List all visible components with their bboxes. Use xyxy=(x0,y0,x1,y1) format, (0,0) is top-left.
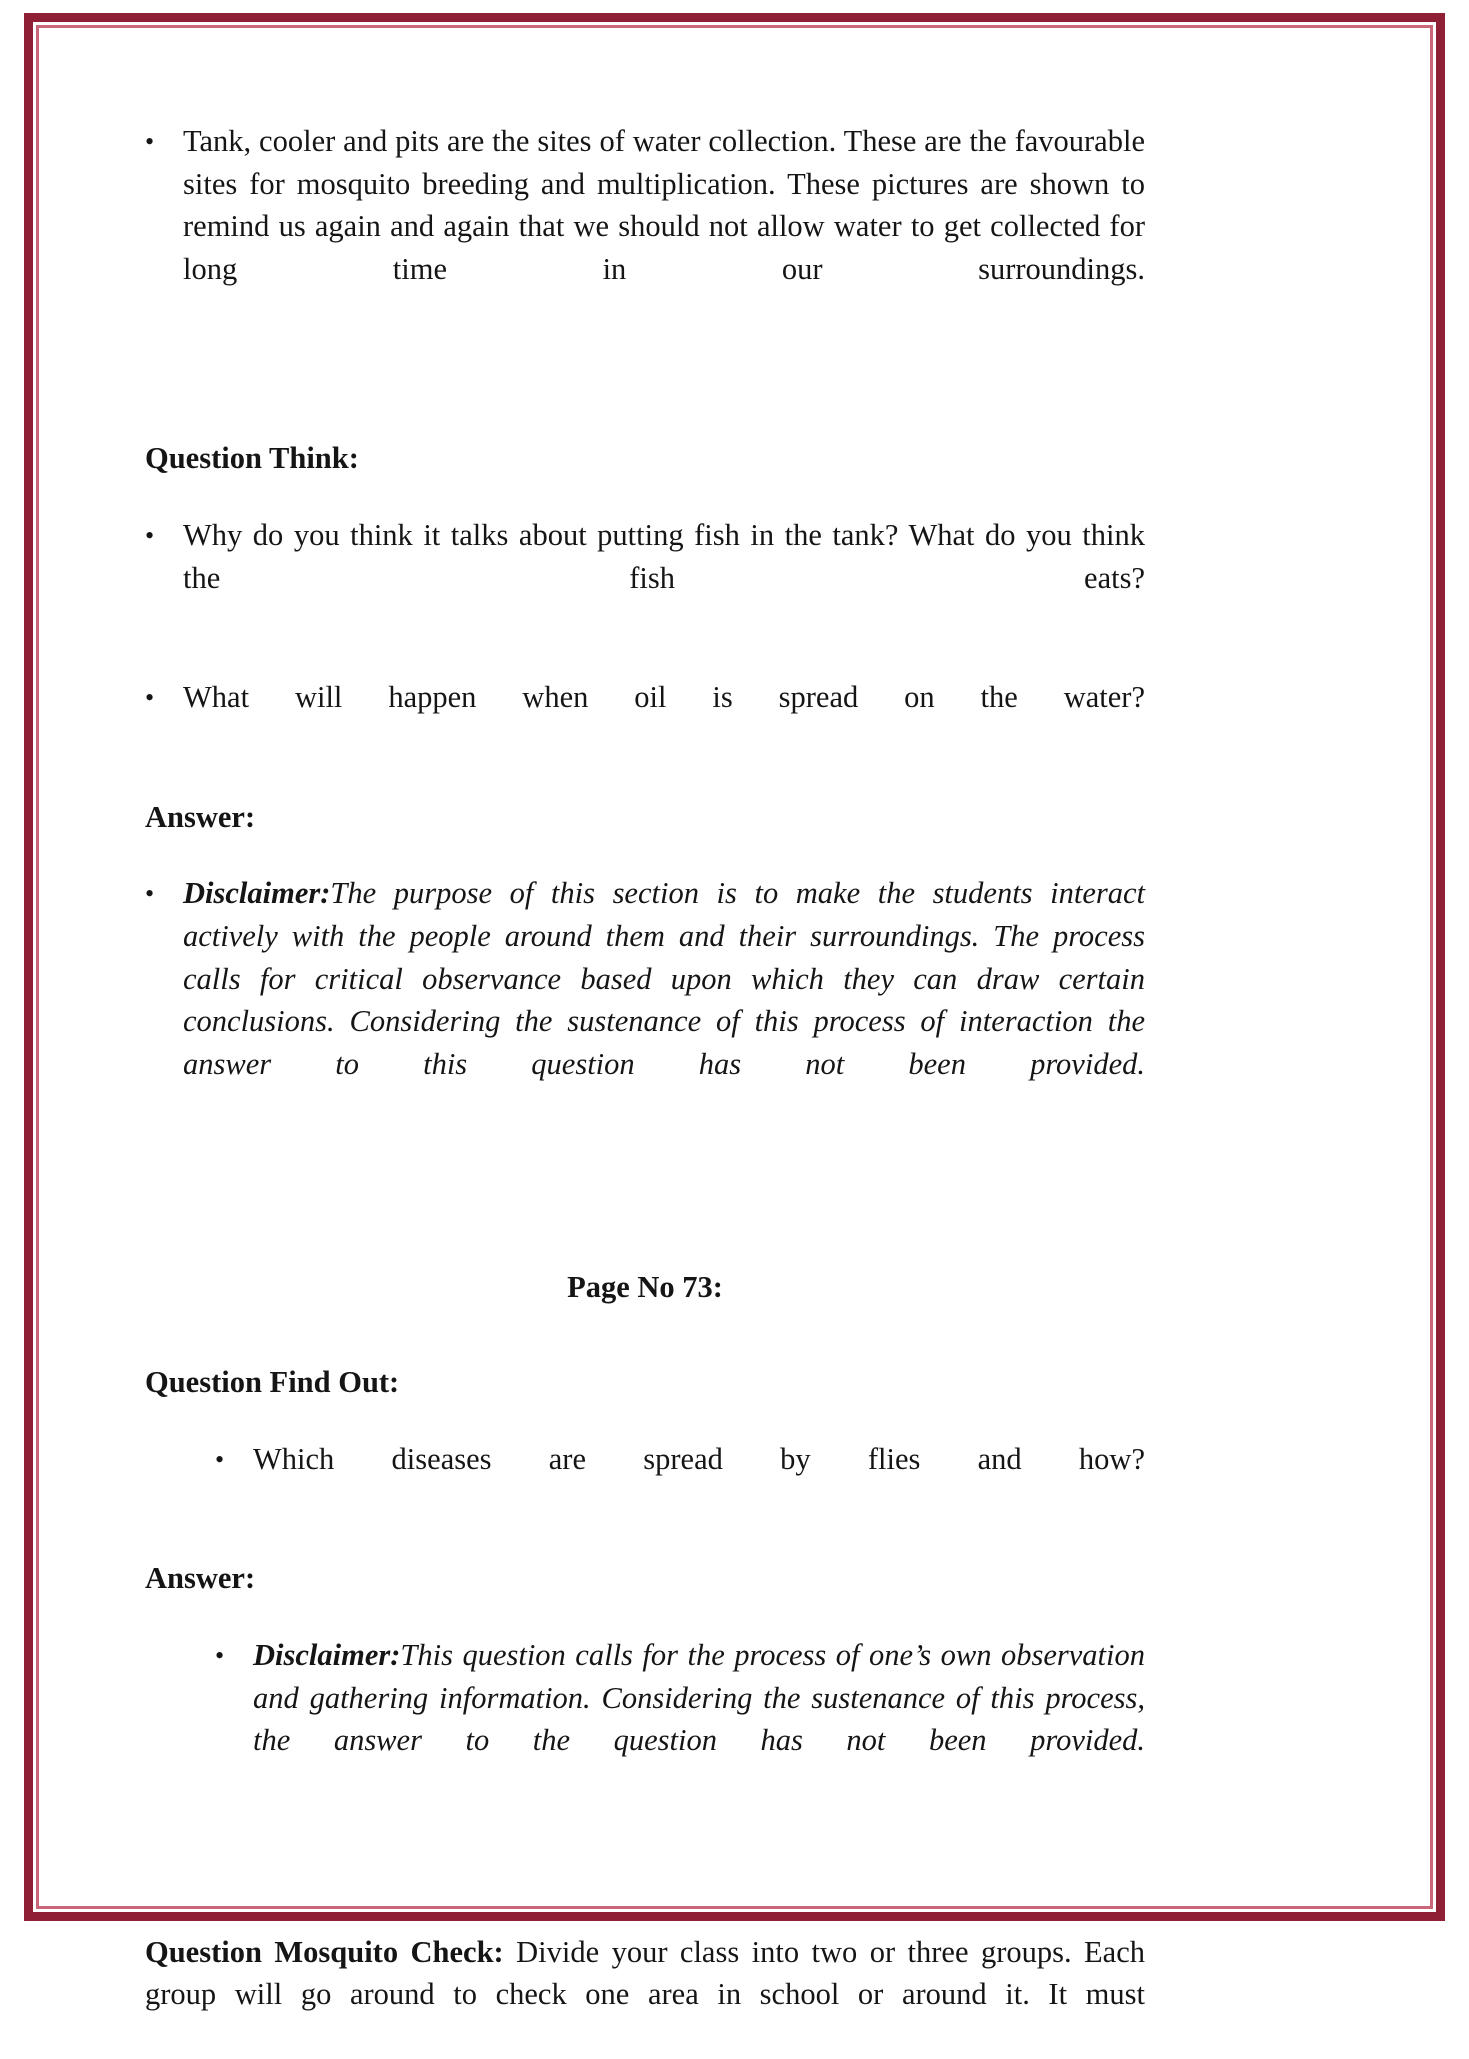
list-item xyxy=(145,1634,1145,1805)
bullet-icon: • xyxy=(215,1640,225,1670)
list-item xyxy=(145,514,1145,642)
spacer xyxy=(145,838,1145,872)
answer-heading-2: Answer: xyxy=(145,1561,256,1596)
bullet-icon: • xyxy=(145,127,155,156)
list-item xyxy=(145,120,1145,333)
spacer xyxy=(145,762,1145,796)
disclaimer-label-1: Disclaimer: xyxy=(183,876,331,911)
spacer xyxy=(145,1600,1145,1634)
question-find-out-heading: Question Find Out: xyxy=(145,1365,400,1400)
spacer xyxy=(145,1309,1145,1361)
document-content xyxy=(145,120,1145,2059)
spacer xyxy=(145,1404,1145,1438)
mosquito-check-paragraph xyxy=(145,1931,1145,2059)
disclaimer-text-1: The purpose of this section is to make the students interact actively with the people around them and their surroundings. The process calls for critical observance based upon which they can draw certain conclusions. Considering the sustenance of this process of interaction the answer to this question has not been provided. xyxy=(183,876,1145,1081)
document-page xyxy=(73,52,1414,2012)
bullet-icon: • xyxy=(145,521,155,551)
page-border-frame xyxy=(24,13,1445,2012)
mosquito-check-text: Divide your class into two or three groups. Each group will go around to check one area in school or around it. It must xyxy=(145,1934,1145,2012)
spacer xyxy=(145,1909,1145,1931)
think-bullet-1-text: Why do you think it talks about putting fish in the tank? What do you think the fish eats? xyxy=(183,518,1145,595)
page-number-heading: Page No 73: xyxy=(567,1270,723,1305)
bullet-icon: • xyxy=(145,879,155,909)
bullet-icon: • xyxy=(215,1444,225,1474)
spacer xyxy=(145,642,1145,676)
spacer xyxy=(145,333,1145,437)
spacer xyxy=(145,1128,1145,1232)
spacer xyxy=(145,1523,1145,1557)
bullet-icon: • xyxy=(145,683,155,713)
disclaimer-2 xyxy=(253,1634,1145,1805)
list-item xyxy=(145,872,1145,1128)
spacer xyxy=(145,1805,1145,1909)
think-bullet-2-text: What will happen when oil is spread on the water? xyxy=(183,680,1145,715)
answer-heading-1: Answer: xyxy=(145,799,256,834)
spacer xyxy=(145,480,1145,514)
list-item xyxy=(145,676,1145,761)
question-think-heading: Question Think: xyxy=(145,441,359,476)
disclaimer-label-2: Disclaimer: xyxy=(253,1637,401,1672)
mosquito-check-label: Question Mosquito Check: xyxy=(145,1934,504,1969)
disclaimer-1 xyxy=(183,872,1145,1128)
find-out-bullet-1-text: Which diseases are spread by flies and how? xyxy=(253,1441,1145,1476)
disclaimer-text-2: This question calls for the process of one’s own observation and gathering information. Considering the sustenance of this process, the answer to the question has not been provided. xyxy=(253,1637,1145,1758)
spacer xyxy=(145,1232,1145,1266)
list-item xyxy=(145,1438,1145,1523)
intro-bullet-text: Tank, cooler and pits are the sites of water collection. These are the favourable sites for mosquito breeding and multiplication. These pictures are shown to remind us again and again that we should not allow water to get collected for long time in our surroundings. xyxy=(183,124,1145,287)
